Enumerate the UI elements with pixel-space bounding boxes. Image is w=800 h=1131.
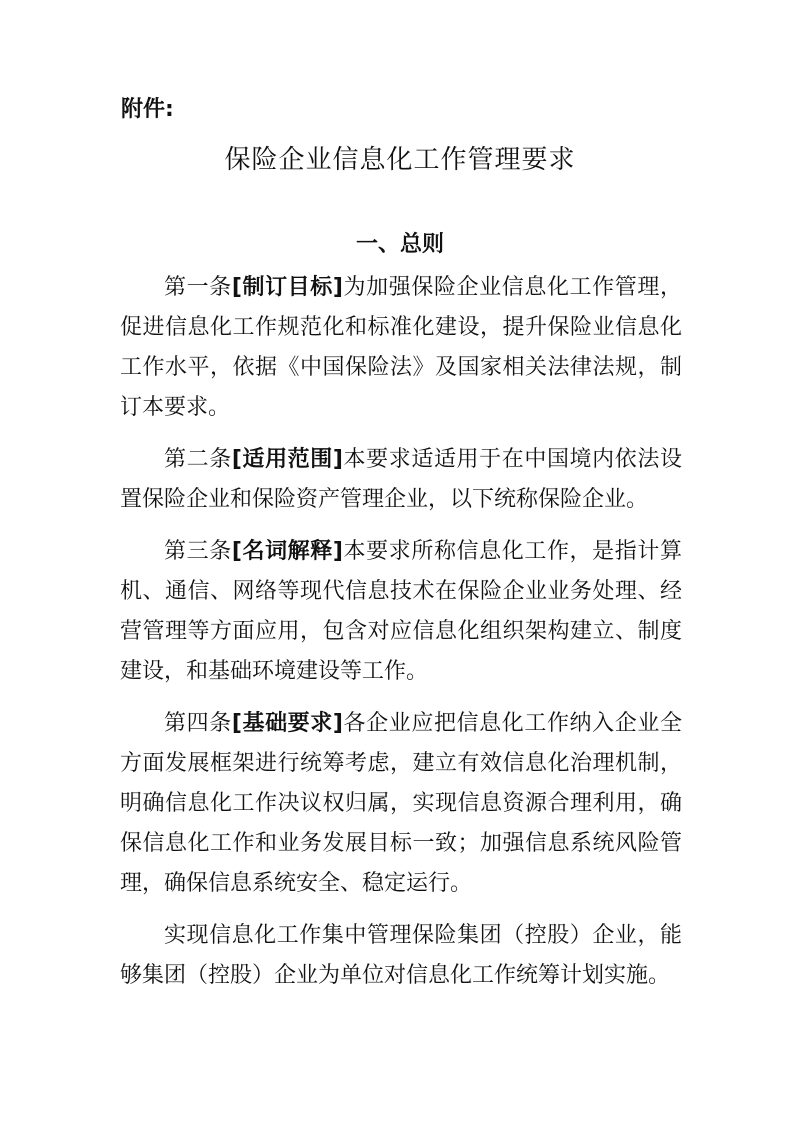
article-number: 第四条 [164,711,232,736]
article-text: 本要求所称信息化工作，是指计算机、通信、网络等现代信息技术在保险企业业务处理、经营管理等方面应用，包含对应信息化组织架构建立、制度建设，和基础环境建设等工作。 [120,539,682,684]
article-4 [120,704,682,904]
document-title: 保险企业信息化工作管理要求 [224,145,576,175]
article-2 [120,440,682,520]
article-number: 第三条 [164,539,232,564]
section-heading: 一、总则 [355,232,444,257]
document-body [120,268,682,996]
article-number: 第一条 [164,275,232,300]
article-tag: [基础要求] [231,711,343,736]
article-text: 为加强保险企业信息化工作管理，促进信息化工作规范化和标准化建设，提升保险业信息化工作水平，依据《中国保险法》及国家相关法律法规，制订本要求。 [120,275,682,420]
article-tag: [制订目标] [231,275,343,300]
article-1 [120,268,682,428]
article-number: 第二条 [164,447,232,472]
article-text: 本要求适适用于在中国境内依法设置保险企业和保险资产管理企业，以下统称保险企业。 [120,447,682,512]
article-text: 各企业应把信息化工作纳入企业全方面发展框架进行统筹考虑，建立有效信息化治理机制，明确信息化工作决议权归属，实现信息资源合理利用，确保信息化工作和业务发展目标一致；加强信息系统风险管理，确保信息系统安全、稳定运行。 [120,711,682,896]
article-3 [120,532,682,692]
article-tag: [名词解释] [231,539,343,564]
closing-paragraph: 实现信息化工作集中管理保险集团（控股）企业，能够集团（控股）企业为单位对信息化工作统筹计划实施。 [120,923,682,988]
attachment-label: 附件: [121,97,174,122]
article-tag: [适用范围] [231,447,343,472]
